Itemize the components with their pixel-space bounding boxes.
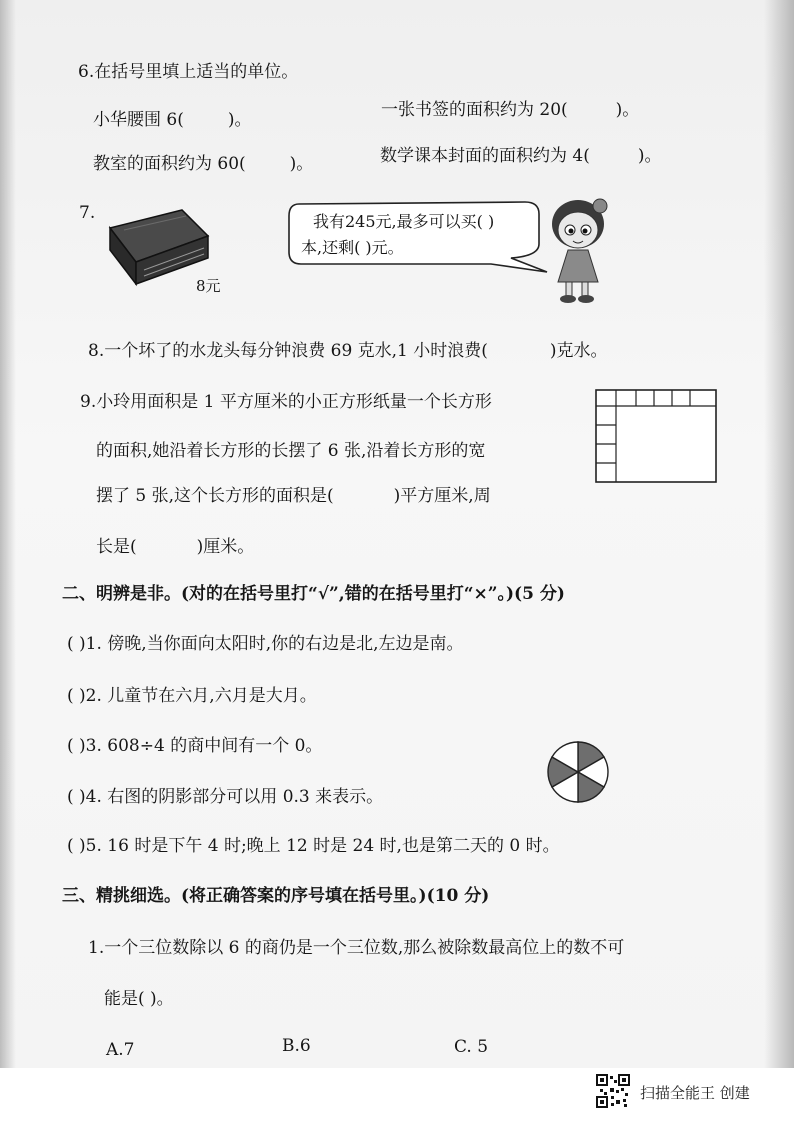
- q9-line-4: 长是( )厘米。: [96, 537, 255, 557]
- q6-item3: 教室的面积约为 60( )。: [93, 154, 314, 174]
- q9-line-2: 的面积,她沿着长方形的长摆了 6 张,沿着长方形的宽: [96, 441, 486, 461]
- speech-bubble: [285, 198, 555, 274]
- section3-q1-line-2: 能是( )。: [104, 989, 174, 1009]
- bubble-line-1: 我有245元,最多可以买( ): [313, 212, 495, 231]
- section2-item-3: ( )3. 608÷4 的商中间有一个 0。: [67, 736, 323, 756]
- section2-item-1: ( )1. 傍晚,当你面向太阳时,你的右边是北,左边是南。: [67, 634, 464, 654]
- scan-shadow-left: [0, 0, 16, 1070]
- section3-title: 三、精挑细选。(将正确答案的序号填在括号里。)(10 分): [62, 886, 490, 906]
- section2-item-5: ( )5. 16 时是下午 4 时;晚上 12 时是 24 时,也是第二天的 0 时。: [67, 836, 560, 856]
- book-image: [104, 206, 210, 292]
- cartoon-girl-image: [548, 186, 612, 306]
- section2-item-4: ( )4. 右图的阴影部分可以用 0.3 来表示。: [67, 787, 384, 807]
- q6-title: 6.在括号里填上适当的单位。: [78, 62, 299, 82]
- q8-text: 8.一个坏了的水龙头每分钟浪费 69 克水,1 小时浪费( )克水。: [88, 341, 608, 361]
- q7-number: 7.: [79, 203, 96, 223]
- rectangle-grid-figure: [594, 388, 718, 484]
- section2-title: 二、明辨是非。(对的在括号里打“√”,错的在括号里打“×”。)(5 分): [62, 584, 565, 604]
- q9-line-1: 9.小玲用面积是 1 平方厘米的小正方形纸量一个长方形: [80, 392, 492, 412]
- scanner-watermark: 扫描全能王 创建: [640, 1084, 750, 1102]
- scan-shadow-right: [764, 0, 794, 1070]
- option-c: C. 5: [454, 1037, 489, 1057]
- qr-code-icon: [596, 1074, 630, 1108]
- q6-item4: 数学课本封面的面积约为 4( )。: [380, 146, 662, 166]
- q6-item2: 一张书签的面积约为 20( )。: [381, 100, 640, 120]
- book-price: 8元: [196, 277, 221, 295]
- q6-item1: 小华腰围 6( )。: [93, 110, 252, 130]
- option-a: A.7: [106, 1040, 135, 1060]
- shaded-circle-figure: [544, 738, 612, 806]
- q9-line-3: 摆了 5 张,这个长方形的面积是( )平方厘米,周: [96, 486, 491, 506]
- section3-q1-line-1: 1.一个三位数除以 6 的商仍是一个三位数,那么被除数最高位上的数不可: [88, 938, 625, 958]
- bubble-line-2: 本,还剩( )元。: [301, 238, 404, 257]
- section2-item-2: ( )2. 儿童节在六月,六月是大月。: [67, 686, 317, 706]
- option-b: B.6: [282, 1036, 311, 1056]
